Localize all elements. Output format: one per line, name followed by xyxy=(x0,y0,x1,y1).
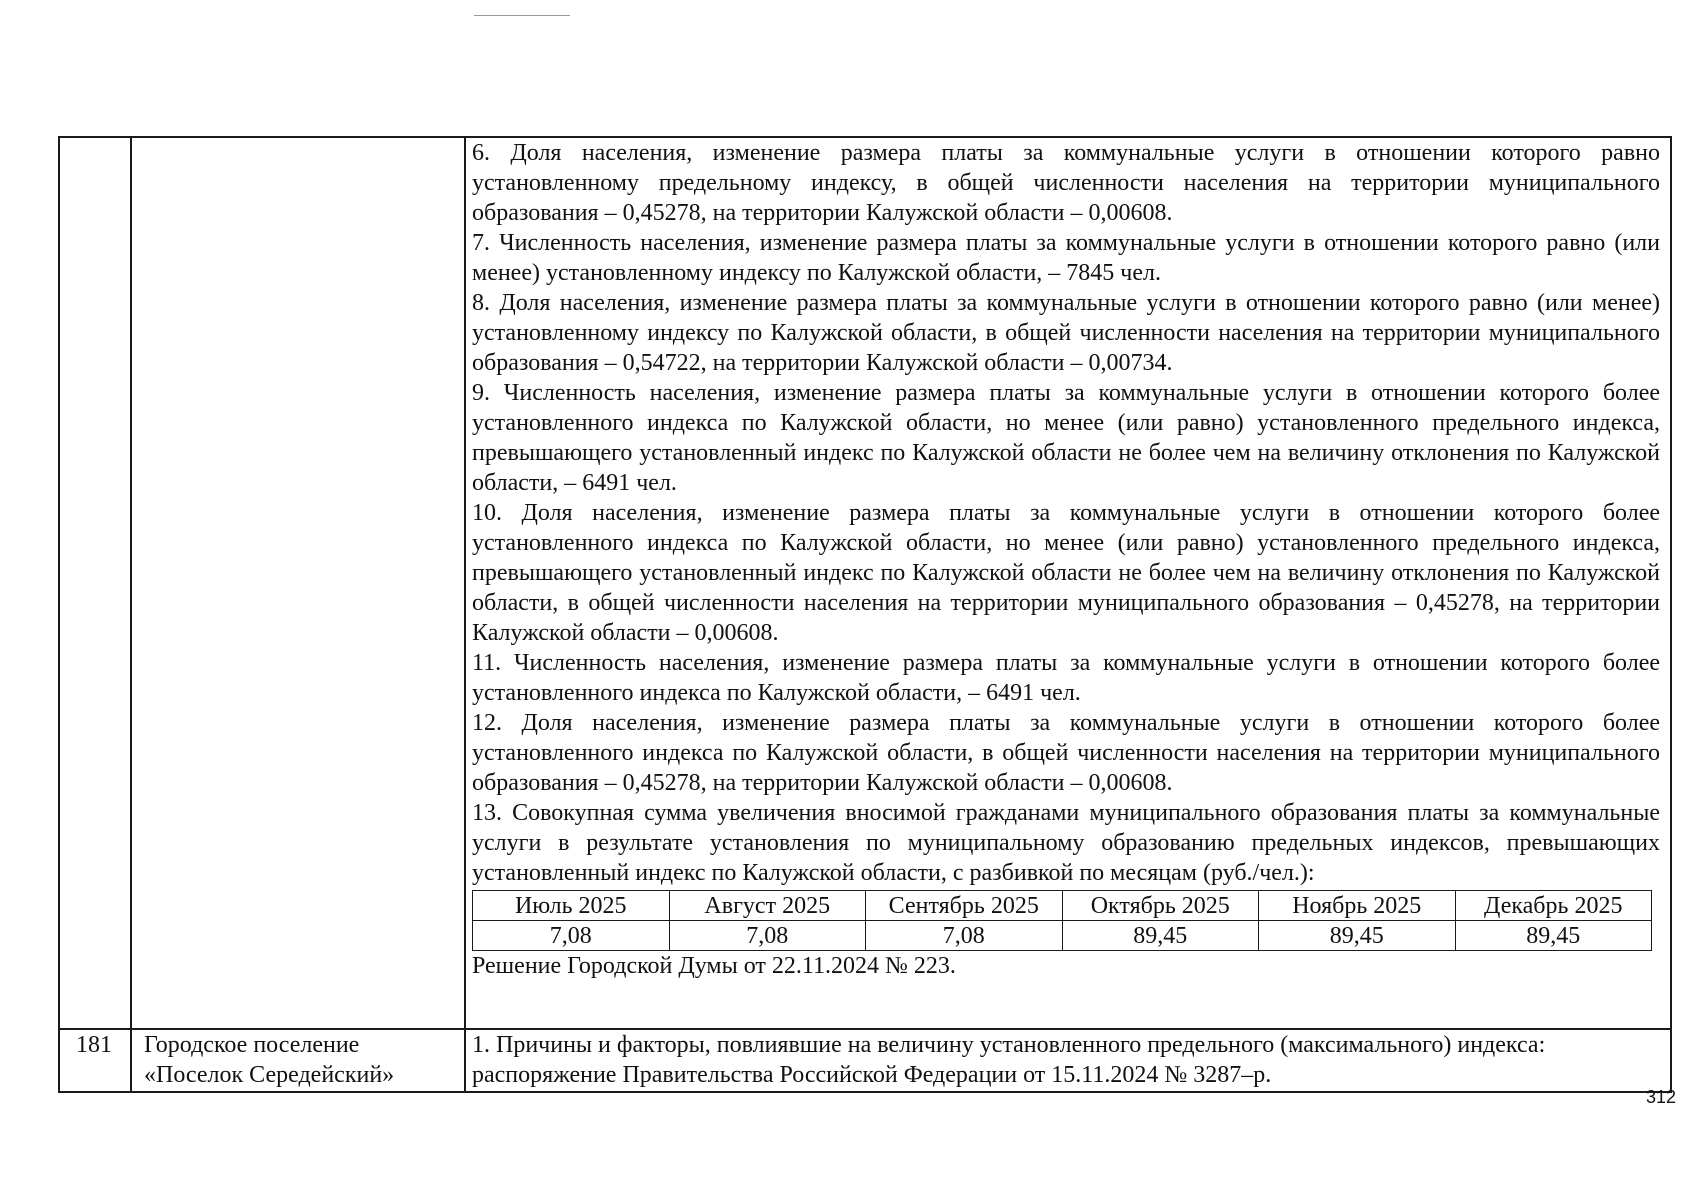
page-number: 312 xyxy=(1645,1087,1676,1107)
column-divider-number xyxy=(130,136,132,1092)
municipal-index-table xyxy=(58,136,1672,1092)
table-border-left xyxy=(58,136,60,1092)
top-rule-mark xyxy=(474,15,570,16)
list-item: 10. Доля населения, изменение размера платы за коммунальные услуги в отношении которого более установленного индекса по Калужской области, но менее (или равно) установленного предельного индекса, превышающего установленный индекс по Калужской области не более чем на величину отклонения по Калужской области, в общей численности населения на территории муниципального образования – 0,45278, на территории Калужской области – 0,00608. xyxy=(472,500,1660,646)
table-border-right xyxy=(1670,136,1672,1092)
month-value-cell: 7,08 xyxy=(866,921,1063,951)
list-item: 7. Численность населения, изменение размера платы за коммунальные услуги в отношении которого равно (или менее) установленному индексу по Калужской области, – 7845 чел. xyxy=(472,230,1660,286)
month-header-cell: Июль 2025 xyxy=(473,891,670,921)
month-header-cell: Август 2025 xyxy=(669,891,866,921)
list-item: 13. Совокупная сумма увеличения вносимой гражданами муниципального образования платы за коммунальные услуги в результате установления по муниципальному образованию предельных индексов, превышающих установленный индекс по Калужской области, с разбивкой по месяцам (руб./чел.): xyxy=(472,800,1660,886)
month-header-cell: Октябрь 2025 xyxy=(1062,891,1259,921)
list-item: 6. Доля населения, изменение размера платы за коммунальные услуги в отношении которого равно установленному предельному индексу, в общей численности населения на территории муниципального образования – 0,45278, на территории Калужской области – 0,00608. xyxy=(472,140,1660,226)
table-row xyxy=(473,891,1652,921)
table-row xyxy=(473,921,1652,951)
month-value-cell: 89,45 xyxy=(1062,921,1259,951)
list-item: 9. Численность населения, изменение размера платы за коммунальные услуги в отношении которого более установленного индекса по Калужской области, но менее (или равно) установленного предельного индекса, превышающего установленный индекс по Калужской области не более чем на величину отклонения по Калужской области, – 6491 чел. xyxy=(472,380,1660,496)
row-181-description-cell xyxy=(472,1030,1660,1090)
month-value-cell: 7,08 xyxy=(473,921,670,951)
row-180-description-cell xyxy=(472,138,1660,981)
month-header-cell: Ноябрь 2025 xyxy=(1259,891,1456,921)
column-divider-name xyxy=(464,136,466,1092)
month-value-cell: 89,45 xyxy=(1259,921,1456,951)
description-line: распоряжение Правительства Российской Федерации от 15.11.2024 № 3287–р. xyxy=(472,1062,1272,1088)
month-header-cell: Декабрь 2025 xyxy=(1455,891,1652,921)
month-value-cell: 7,08 xyxy=(669,921,866,951)
decision-reference: Решение Городской Думы от 22.11.2024 № 223. xyxy=(472,953,956,979)
month-value-cell: 89,45 xyxy=(1455,921,1652,951)
municipality-name-cell xyxy=(144,1030,470,1090)
municipality-name-line: Городское поселение xyxy=(144,1032,360,1058)
list-item: 11. Численность населения, изменение размера платы за коммунальные услуги в отношении которого более установленного индекса по Калужской области, – 6491 чел. xyxy=(472,650,1660,706)
table-border-bottom xyxy=(58,1091,1672,1093)
municipality-name-line: «Поселок Середейский» xyxy=(144,1062,395,1088)
month-header-cell: Сентябрь 2025 xyxy=(866,891,1063,921)
row-number-cell: 181 xyxy=(76,1032,112,1058)
description-line: 1. Причины и факторы, повлиявшие на величину установленного предельного (максимального) индекса: xyxy=(472,1032,1546,1058)
monthly-increase-table xyxy=(472,890,1652,951)
list-item: 8. Доля населения, изменение размера платы за коммунальные услуги в отношении которого равно (или менее) установленному индексу по Калужской области, в общей численности населения на территории муниципального образования – 0,54722, на территории Калужской области – 0,00734. xyxy=(472,290,1660,376)
list-item: 12. Доля населения, изменение размера платы за коммунальные услуги в отношении которого более установленного индекса по Калужской области, в общей численности населения на территории муниципального образования – 0,45278, на территории Калужской области – 0,00608. xyxy=(472,710,1660,796)
